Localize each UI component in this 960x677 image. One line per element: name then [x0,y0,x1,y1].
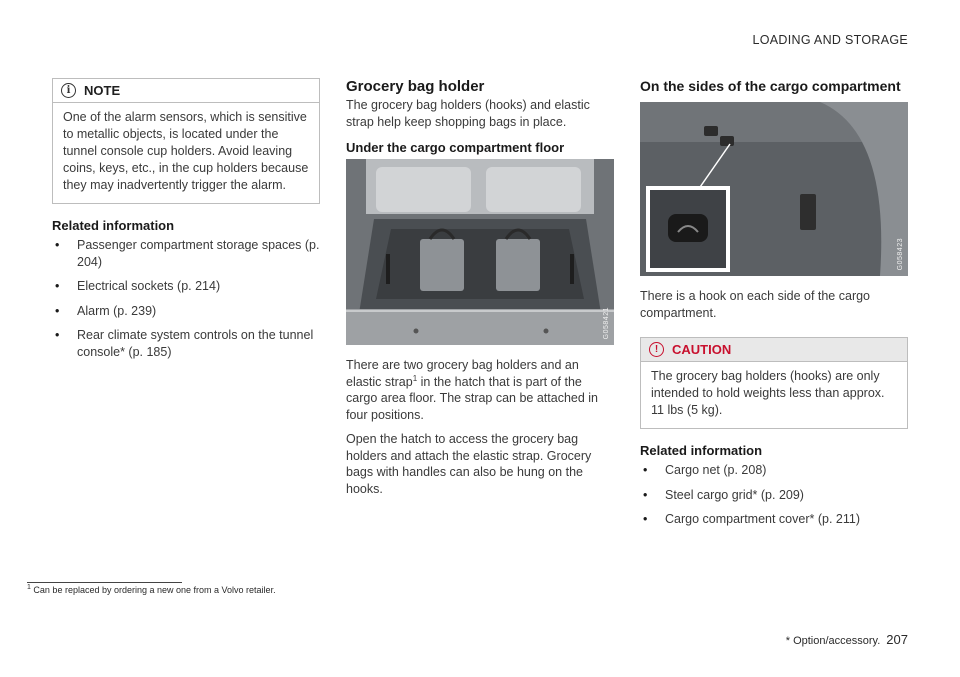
section-title-sides: On the sides of the cargo compartment [640,78,901,94]
related-info-list [52,237,320,360]
caution-body: The grocery bag holders (hooks) are only intended to hold weights less than approx. 11 lbs (5 kg). [651,369,885,417]
info-icon: i [61,83,76,98]
column-left [52,78,320,368]
cargo-side-image [640,102,908,276]
warning-icon: ! [649,342,664,357]
note-header [53,79,319,103]
related-info-heading: Related information [640,443,763,458]
para-text: There are two grocery bag holders and an elastic strap [346,358,579,389]
related-link-storage-spaces[interactable]: • Passenger compartment storage spaces (p. 204) [52,237,320,270]
sides-paragraph: There is a hook on each side of the cargo compartment. [640,289,871,320]
figure-code: G058423 [897,237,904,270]
related-link-steel-cargo-grid[interactable]: • Steel cargo grid* (p. 209) [640,487,908,504]
subtitle-under-floor: Under the cargo compartment floor [346,140,565,155]
cargo-floor-image [346,159,614,345]
para-text-continued: in the hatch that is part of the cargo area floor. The strap can be attached in four positions. [346,374,599,422]
footnote-text: Can be replaced by ordering a new one from a Volvo retailer. [33,585,276,595]
grocery-paragraph-1 [346,357,614,423]
option-note: * Option/accessory. [785,635,881,647]
column-middle [346,78,614,505]
cargo-side-illustration [640,102,908,276]
related-link-electrical-sockets[interactable]: • Electrical sockets (p. 214) [52,278,320,295]
related-info-heading: Related information [52,218,175,233]
caution-header [641,338,907,362]
figure-code: G058421 [603,306,610,339]
footnote-marker: 1 [27,584,31,591]
note-title: NOTE [84,83,121,98]
section-title-grocery-bag-holder: Grocery bag holder [346,78,485,95]
footnote-divider [27,582,182,583]
column-right [640,78,908,536]
page-footer [786,632,908,647]
caution-title: CAUTION [672,342,732,357]
related-link-alarm[interactable]: • Alarm (p. 239) [52,303,320,320]
grocery-paragraph-2: Open the hatch to access the grocery bag holders and attach the elastic strap. Grocery bags with handles can also be hung on the hooks. [346,432,592,496]
grocery-intro: The grocery bag holders (hooks) and elastic strap help keep shopping bags in place. [346,98,590,129]
footnote-ref[interactable]: 1 [412,373,418,383]
caution-box [640,337,908,429]
related-link-climate-controls[interactable]: • Rear climate system controls on the tunnel console* (p. 185) [52,327,320,360]
page-number: 207 [886,632,908,647]
related-link-cargo-cover[interactable]: • Cargo compartment cover* (p. 211) [640,511,908,528]
cargo-floor-illustration [346,159,614,345]
running-header: LOADING AND STORAGE [752,33,908,47]
related-link-cargo-net[interactable]: • Cargo net (p. 208) [640,462,908,479]
note-body: One of the alarm sensors, which is sensitive to metallic objects, is located under the tunnel console cup holders. Avoid leaving coins, keys, etc., in the cup holders because they may inadvertently trigger the alarm. [63,110,309,192]
footnote [27,585,276,595]
related-info-list [640,462,908,528]
note-box [52,78,320,204]
